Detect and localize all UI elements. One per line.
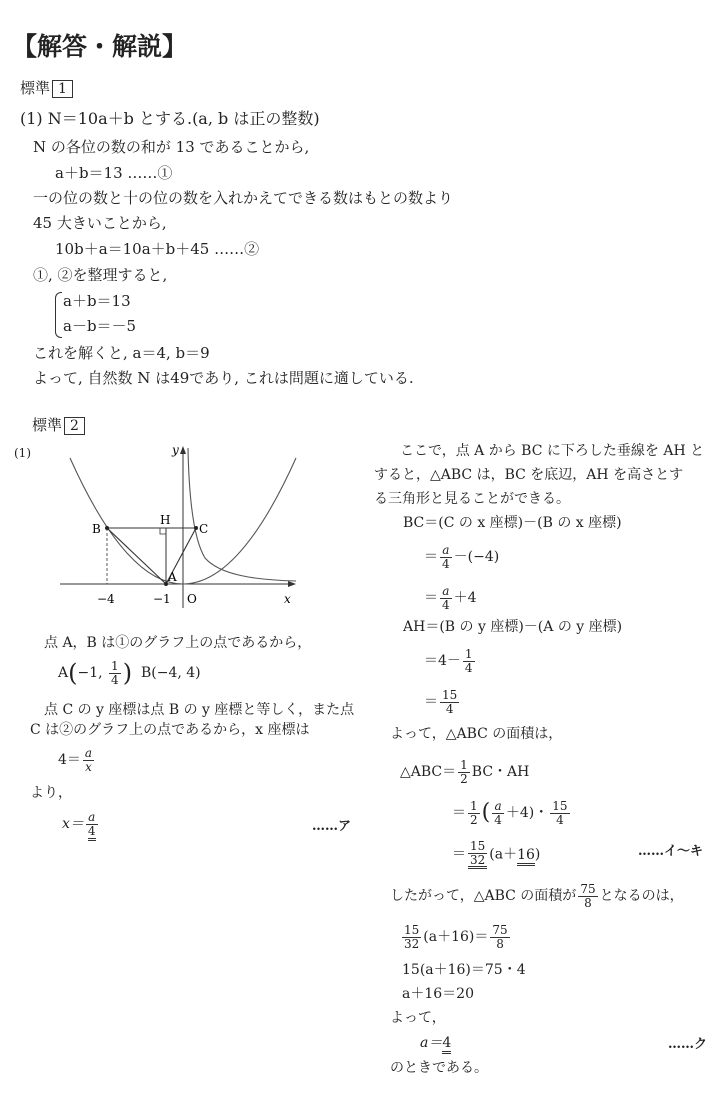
section1-label: 標準 <box>20 79 51 97</box>
frac-den: 4 <box>442 597 450 612</box>
origin-label: O <box>187 592 197 606</box>
s1-line2: N の各位の数の和が 13 であることから, <box>33 138 310 156</box>
s2-right-line1: ここで，点 A から BC に下ろした垂線を AH と <box>400 443 705 459</box>
answer-num: 15 <box>470 839 486 853</box>
frac-num: 1 <box>464 647 473 661</box>
s2-left-line7 <box>62 811 100 837</box>
s2-right-line5 <box>424 544 499 570</box>
s2-right-line8 <box>424 648 477 674</box>
s2-right-line3: る三角形と見ることができる。 <box>374 491 570 507</box>
point-C-dot <box>194 526 198 530</box>
s1-line7: ①, ②を整理すると, <box>33 266 168 284</box>
frac-den: 4 <box>442 556 450 571</box>
answer-a-den: 4 <box>88 824 96 841</box>
answer-mark-i-ki: ……イ〜キ <box>638 844 704 859</box>
label-H: H <box>160 513 171 527</box>
s1-line8: a＋b＝13 <box>63 292 131 310</box>
x-axis-arrow <box>288 581 296 587</box>
tick-label-neg4: −4 <box>97 592 115 606</box>
function-graph <box>60 440 300 610</box>
s2-right-line2: すると，△ABC は，BC を底辺，AH を高さとす <box>374 467 684 483</box>
s2-left-line2: A(−1, $\frac{1}{4}$ ) B(−4, 4) <box>58 659 201 688</box>
s2-right-line20: のときである。 <box>390 1060 488 1076</box>
frac-num: 1 <box>470 799 478 813</box>
eq-rest: ＋4 <box>453 590 477 607</box>
section1-heading <box>20 80 73 98</box>
eq-rest: BC・AH <box>471 764 530 781</box>
label-C: C <box>199 522 209 536</box>
point-B-text: B(−4, 4) <box>140 665 201 682</box>
page-title: 【解答・解説】 <box>12 32 188 61</box>
s2-right-line16: 15(a＋16)＝75・4 <box>402 962 526 978</box>
frac-num: 15 <box>552 799 568 813</box>
frac-den: 4 <box>111 672 119 687</box>
eq-sign: ＝ <box>424 549 438 566</box>
text-part: となるのは， <box>599 888 684 905</box>
label-A: A <box>168 570 177 584</box>
section1-number-box: 1 <box>52 80 73 98</box>
y-axis-arrow <box>180 446 186 454</box>
frac-den: 4 <box>445 701 454 716</box>
s2-left-line3: 点 C の y 座標は点 B の y 座標と等しく，また点 <box>44 702 355 718</box>
point-B-dot <box>105 526 109 530</box>
frac-num: 1 <box>460 758 468 772</box>
s1-line9: a－b＝－5 <box>63 317 137 335</box>
eq-rest: －(−4) <box>453 549 500 566</box>
s2-left-line1: 点 A，B は①のグラフ上の点であるから， <box>44 635 312 651</box>
s2-right-line17: a＋16＝20 <box>402 986 474 1002</box>
eq-lhs: a＝ <box>420 1035 443 1051</box>
frac-num: a <box>492 800 504 814</box>
frac-num: 75 <box>580 882 596 896</box>
text-part: したがって，△ABC の面積が <box>390 888 577 905</box>
s2-right-line14 <box>390 883 684 909</box>
eq-close: ) <box>534 846 541 863</box>
eq-lhs: △ABC＝ <box>400 764 457 781</box>
segment-BA <box>107 528 166 584</box>
s2-right-line7: AH＝(B の y 座標)－(A の y 座標) <box>403 619 623 635</box>
s2-right-line15 <box>400 924 512 950</box>
y-axis-label: y <box>172 443 179 457</box>
frac-den: 32 <box>404 936 420 951</box>
s2-right-line10: よって，△ABC の面積は， <box>390 726 563 742</box>
answer-mark-a: ……ア <box>312 819 352 834</box>
point-A-text: A <box>58 665 69 682</box>
s2-right-line9 <box>424 689 461 715</box>
s2-left-line5 <box>58 747 96 773</box>
eq-rest: (a＋ <box>489 846 518 863</box>
eq-mid: (a＋16)＝ <box>423 929 489 946</box>
frac-den: 8 <box>584 895 592 910</box>
section2-label: 標準 <box>32 416 63 434</box>
frac-den: 4 <box>556 812 564 827</box>
frac-num: 1 <box>111 659 119 673</box>
s1-line5: 45 大きいことから, <box>33 214 167 232</box>
section2-heading <box>32 417 85 435</box>
answer-ku: 4 <box>442 1035 451 1054</box>
s2-left-line4: C は②のグラフ上の点であるから，x 座標は <box>30 722 310 738</box>
eq-rest: ＋4)・ <box>505 805 549 822</box>
frac-den: 4 <box>464 660 473 675</box>
frac-num: 15 <box>442 688 458 702</box>
s1-line6: 10b＋a＝10a＋b＋45 ……② <box>55 240 260 258</box>
label-B: B <box>92 522 101 536</box>
s2-right-line11 <box>400 759 529 785</box>
point-A-x: −1, <box>77 665 103 682</box>
frac-num: a <box>440 585 452 599</box>
s1-line4: 一の位の数と十の位の数を入れかえてできる数はもとの数より <box>33 189 454 207</box>
tick-label-neg1: −1 <box>153 592 171 606</box>
frac-den: 4 <box>494 812 502 827</box>
right-angle-mark <box>160 528 166 534</box>
s2-right-line18: よって， <box>390 1010 446 1026</box>
frac-den: 8 <box>496 936 504 951</box>
hyperbola-curve <box>188 448 296 581</box>
frac-num: a <box>84 746 93 760</box>
s2-right-line12 <box>452 800 572 826</box>
frac-num: a <box>440 544 452 558</box>
x-axis-label: x <box>284 592 291 606</box>
eq-sign: ＝ <box>424 694 438 711</box>
paren-open: ( <box>481 800 491 826</box>
s1-line11: よって, 自然数 N は49であり, これは問題に適している. <box>33 369 414 387</box>
eq-lhs: 4＝ <box>58 752 81 769</box>
frac-den: 2 <box>460 771 468 786</box>
s1-line3: a＋b＝13 ……① <box>55 164 173 182</box>
answer-den: 32 <box>468 854 487 870</box>
frac-den: x <box>85 759 92 774</box>
s2-right-line4: BC＝(C の x 座標)－(B の x 座標) <box>403 515 622 531</box>
eq-sign: ＝ <box>424 590 438 607</box>
s2-left-line6: より， <box>30 785 72 801</box>
frac-num: 75 <box>492 923 508 937</box>
eq-lhs: ＝4－ <box>424 653 461 670</box>
answer-mark-ku: ……ク <box>668 1037 708 1052</box>
s2-right-line13 <box>452 840 540 869</box>
frac-den: 2 <box>470 812 478 827</box>
section2-number-box: 2 <box>64 417 85 435</box>
eq-sign: ＝ <box>452 846 466 863</box>
frac-num: 15 <box>404 923 420 937</box>
s2-right-line6 <box>424 585 477 611</box>
s2-right-line19 <box>420 1036 451 1050</box>
frac-num: a <box>86 811 98 825</box>
s1-line10: これを解くと, a＝4, b＝9 <box>33 344 210 362</box>
s2-part-label: (1) <box>14 446 31 460</box>
answer-const: 16 <box>517 847 535 866</box>
s1-line1: (1) N＝10a＋b とする.(a, b は正の整数) <box>20 109 320 128</box>
eq-lhs: x＝ <box>62 816 84 833</box>
system-brace <box>55 292 62 338</box>
eq-sign: ＝ <box>452 805 466 822</box>
